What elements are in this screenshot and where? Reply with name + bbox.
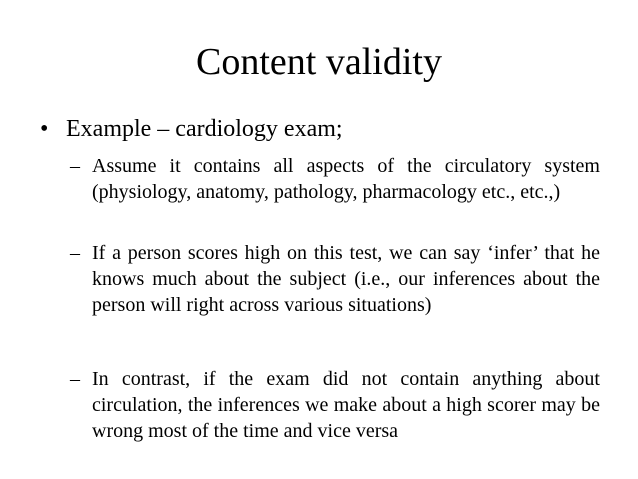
sub-bullet-item [70, 153, 600, 205]
sub-bullet-text: If a person scores high on this test, we can say ‘infer’ that he knows much about the subject (i.e., our inferences about the person will right across various situations) [92, 242, 600, 316]
sub-bullet-item [70, 240, 600, 318]
dash-marker: – [70, 155, 80, 177]
bullet-marker: • [40, 116, 49, 142]
sub-bullet-text: Assume it contains all aspects of the circulatory system (physiology, anatomy, pathology, pharmacology etc., etc.,) [92, 155, 600, 203]
sub-bullet-item [70, 366, 600, 444]
bullet-text: Example – cardiology exam; [66, 116, 343, 142]
slide-title: Content validity [196, 41, 442, 83]
sub-bullet-text: In contrast, if the exam did not contain anything about circulation, the inferences we make about a high scorer may be wrong most of the time and vice versa [92, 368, 600, 442]
dash-marker: – [70, 242, 80, 264]
bullet-item [40, 114, 343, 144]
dash-marker: – [70, 368, 80, 390]
